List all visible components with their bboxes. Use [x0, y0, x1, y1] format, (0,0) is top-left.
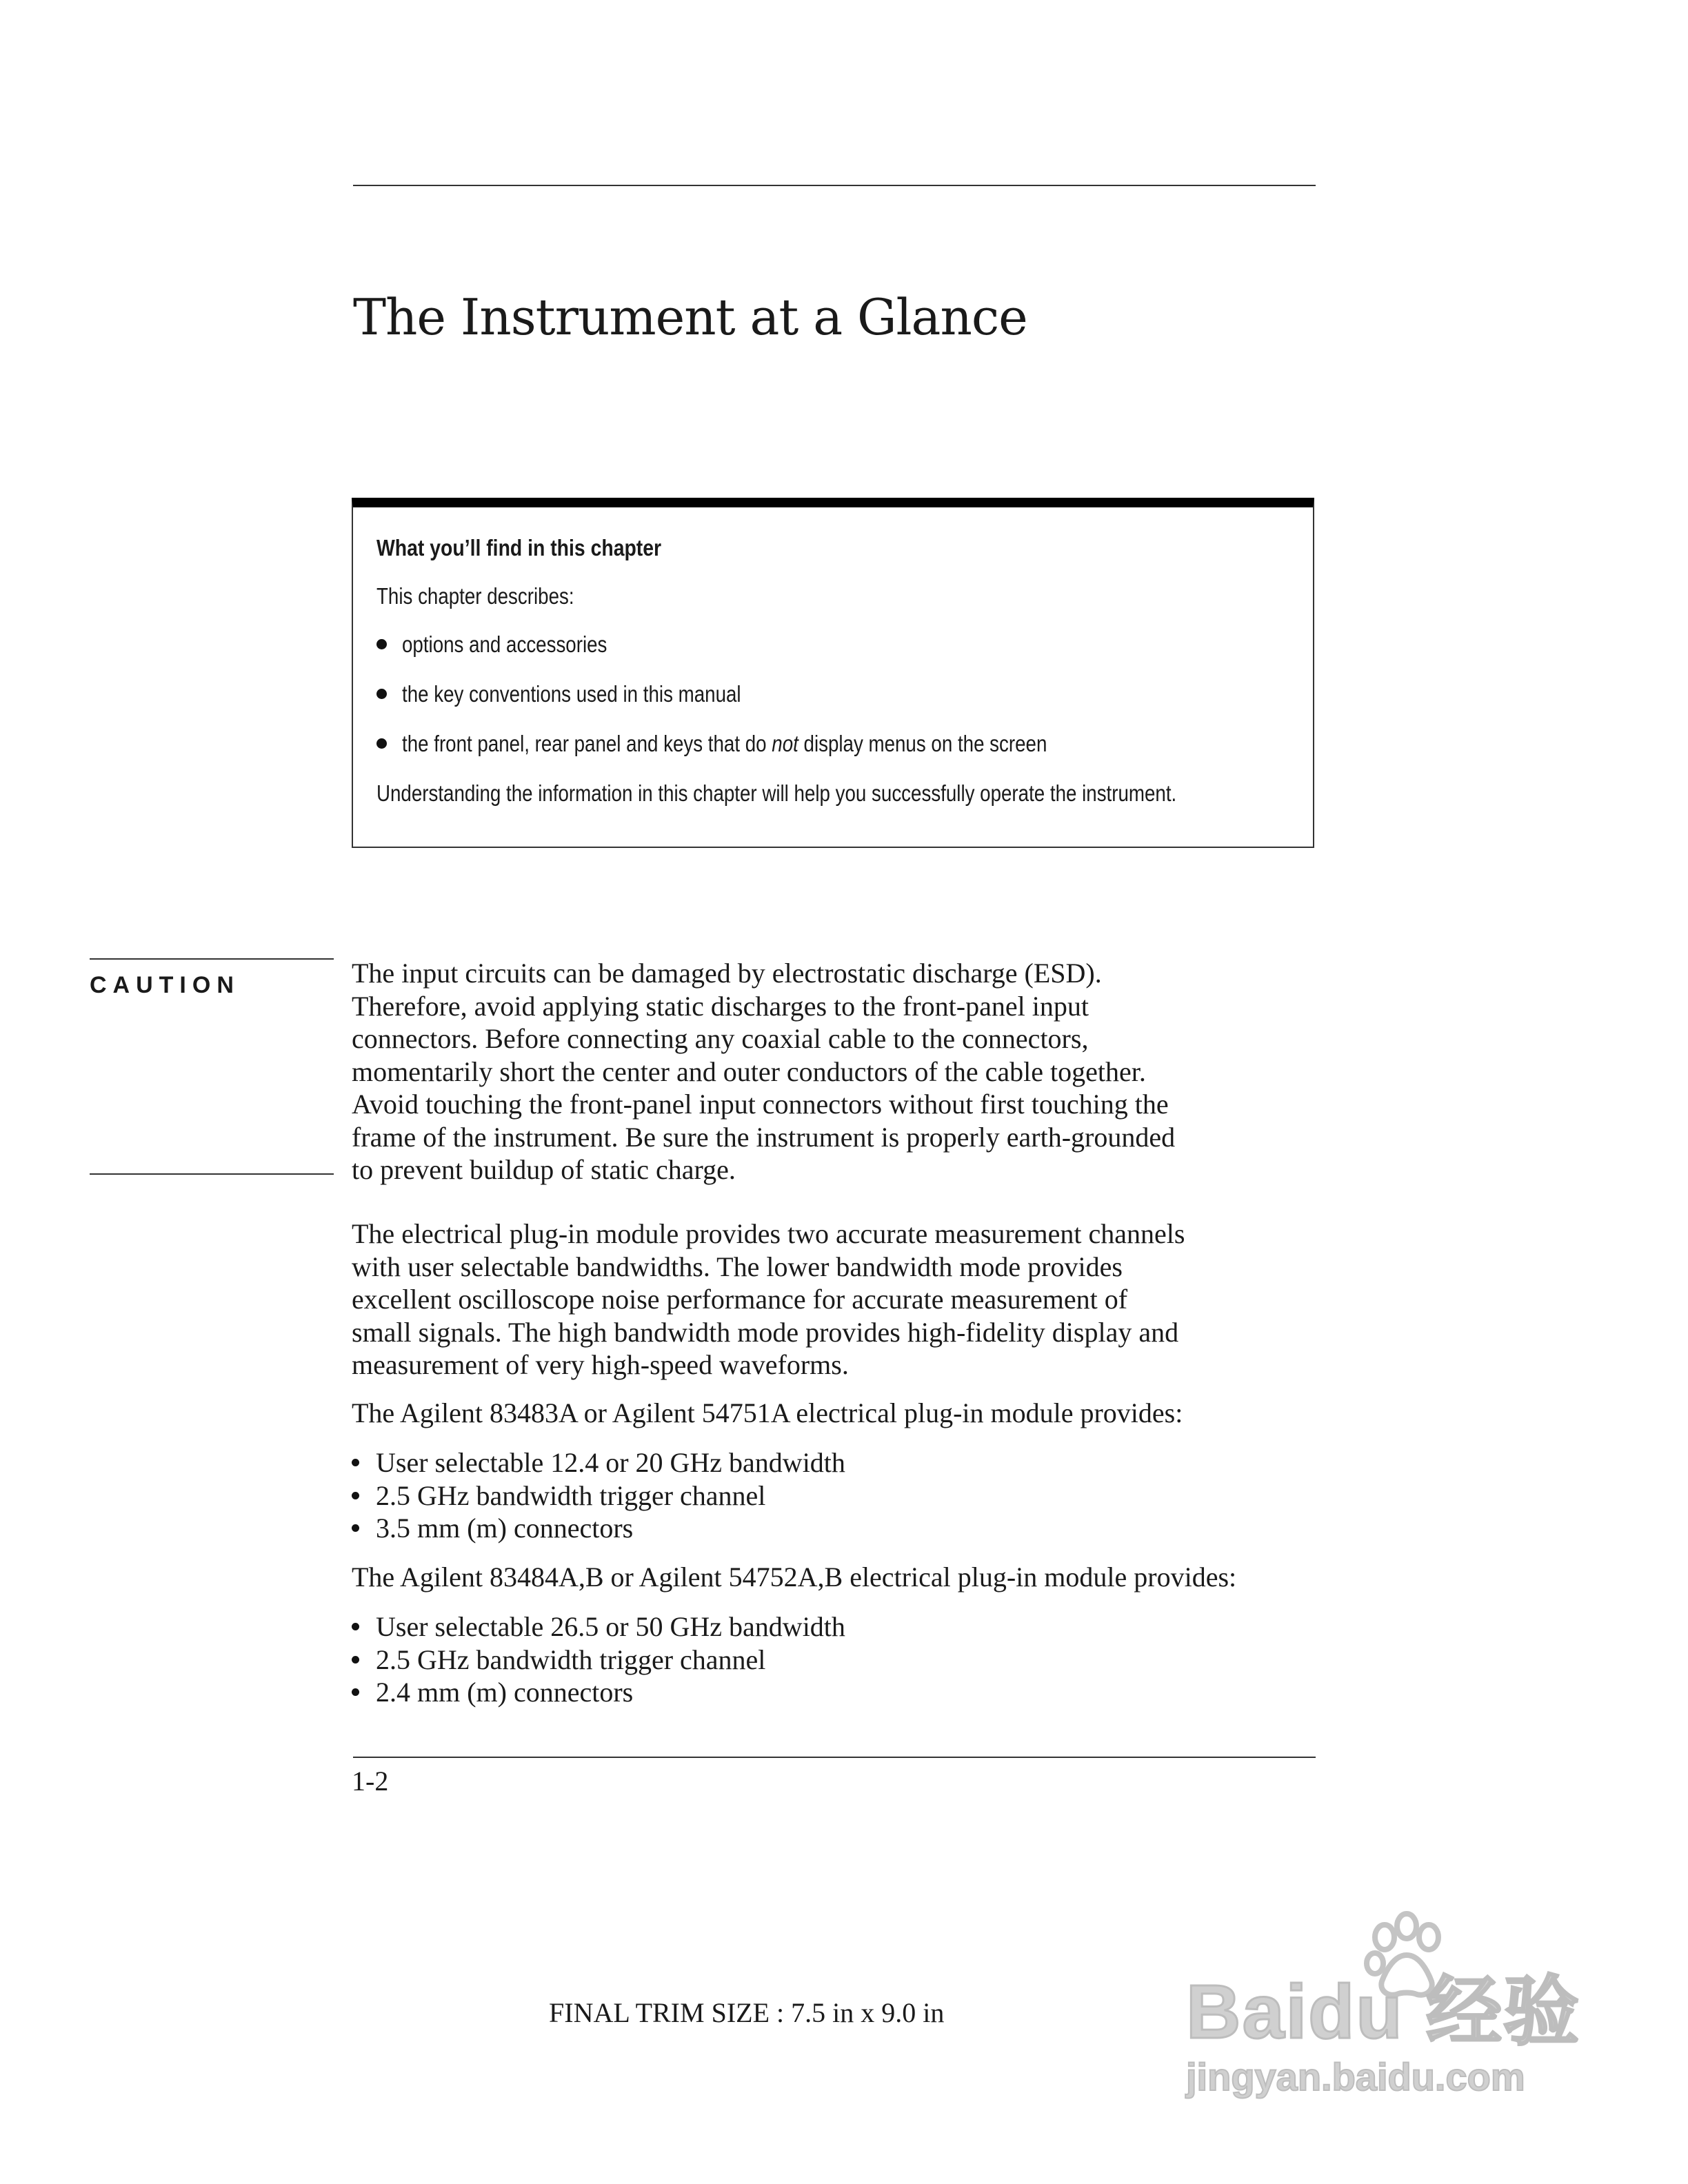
- trim-size-note: FINAL TRIM SIZE : 7.5 in x 9.0 in: [549, 1997, 945, 2028]
- box-heading: What you’ll find in this chapter: [376, 535, 662, 560]
- emphasis-text: not: [772, 731, 798, 756]
- module-a-list: [352, 1446, 845, 1545]
- box-summary: Understanding the information in this chapter will help you successfully operate the instrument.: [376, 780, 1177, 806]
- module-b-list: [352, 1610, 845, 1709]
- bullet-icon: [352, 1623, 359, 1630]
- intro-paragraph: The electrical plug-in module provides two accurate measurement channels with user selectable bandwidths. The lower bandwidth mode provides excellent oscilloscope noise performance for accurate measurement of small signals. The high bandwidth mode provides high-fidelity display and measurement of very high-speed waveforms.: [352, 1218, 1185, 1380]
- caution-rule-top: [90, 958, 334, 960]
- bottom-rule: [353, 1757, 1316, 1758]
- baidu-watermark: [1186, 1910, 1581, 2116]
- caution-label: CAUTION: [90, 972, 240, 998]
- caution-rule-bottom: [90, 1173, 334, 1175]
- list-item: 2.4 mm (m) connectors: [352, 1676, 845, 1709]
- list-item: 2.5 GHz bandwidth trigger channel: [352, 1479, 845, 1513]
- bullet-icon: [352, 1656, 359, 1664]
- bullet-icon: [352, 1688, 359, 1696]
- page-number: 1-2: [352, 1766, 389, 1797]
- box-bullet-item: options and accessories: [376, 631, 646, 658]
- box-intro: This chapter describes:: [376, 583, 574, 609]
- chapter-summary-box: [352, 498, 1314, 848]
- watermark-logo: Baidu 经验: [1186, 1970, 1581, 2054]
- bullet-icon: [376, 639, 387, 649]
- bullet-icon: [352, 1459, 359, 1466]
- bullet-icon: [376, 738, 387, 749]
- top-rule: [353, 185, 1316, 186]
- bullet-icon: [352, 1524, 359, 1532]
- watermark-url: jingyan.baidu.com: [1186, 2055, 1525, 2099]
- caution-text: The input circuits can be damaged by electrostatic discharge (ESD). Therefore, avoid applying static discharges to the front-panel input connectors. Before connecting any coaxial cable to the connectors, momentarily short the center and outer conductors of the cable together. Avoid touching the front-panel input connectors without first touching the frame of the instrument. Be sure the instrument is properly earth-grounded to prevent buildup of static charge.: [352, 958, 1176, 1185]
- module-b-heading: The Agilent 83484A,B or Agilent 54752A,B electrical plug-in module provides:: [352, 1561, 1237, 1593]
- bullet-icon: [376, 689, 387, 699]
- box-bullet-item: the key conventions used in this manual: [376, 681, 805, 707]
- chapter-title: The Instrument at a Glance: [353, 288, 1027, 347]
- bullet-icon: [352, 1492, 359, 1499]
- list-item: 3.5 mm (m) connectors: [352, 1512, 845, 1545]
- module-a-heading: The Agilent 83483A or Agilent 54751A electrical plug-in module provides:: [352, 1397, 1183, 1428]
- list-item: 2.5 GHz bandwidth trigger channel: [352, 1644, 845, 1677]
- list-item: User selectable 26.5 or 50 GHz bandwidth: [352, 1610, 845, 1644]
- box-bullet-item: the front panel, rear panel and keys that do not display menus on the screen: [376, 731, 1170, 757]
- list-item: User selectable 12.4 or 20 GHz bandwidth: [352, 1446, 845, 1479]
